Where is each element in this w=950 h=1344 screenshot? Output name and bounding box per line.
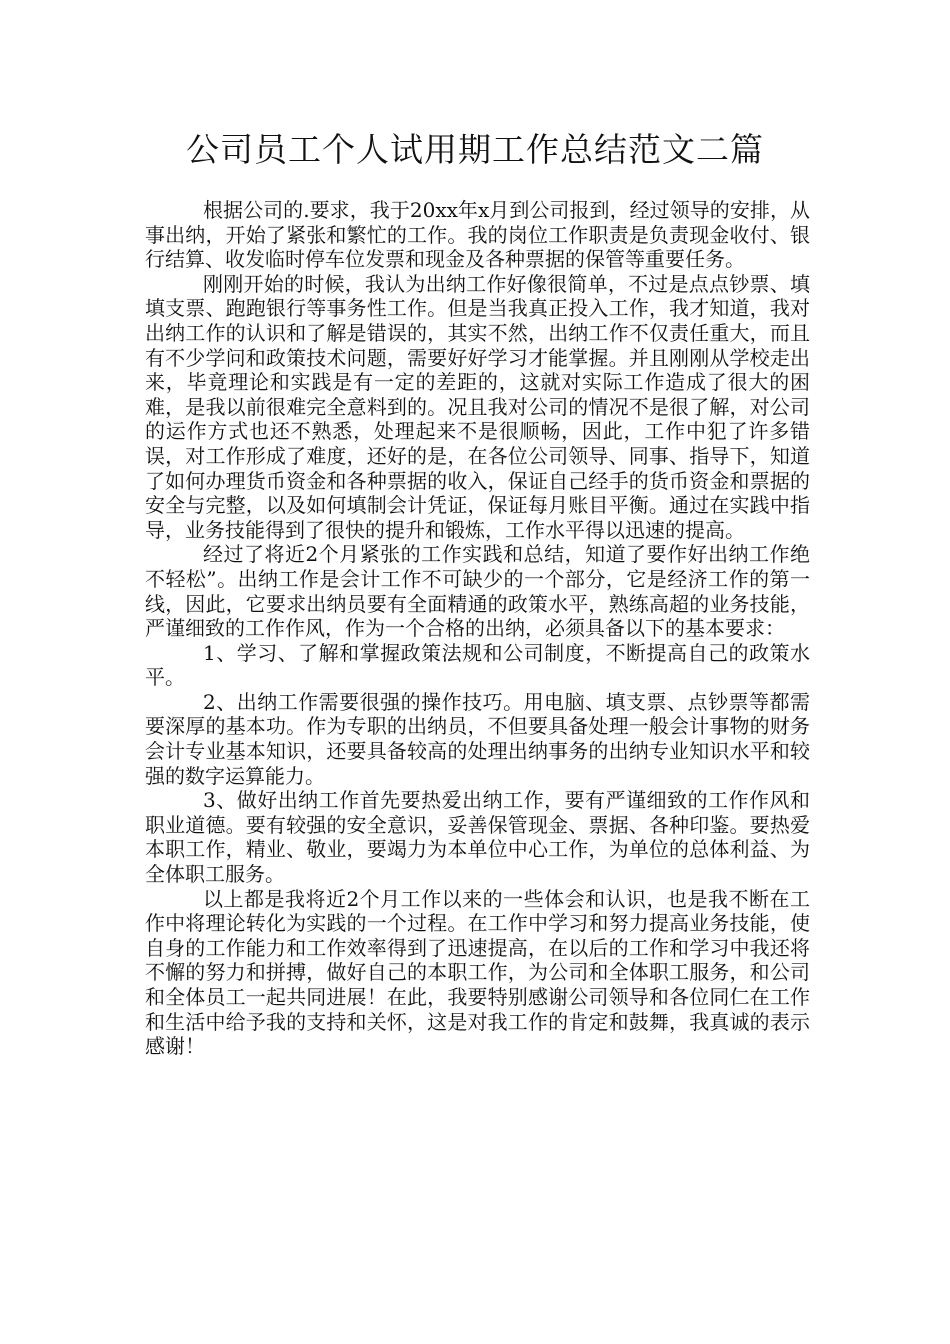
paragraph-experience: 刚刚开始的时候，我认为出纳工作好像很简单，不过是点点钞票、填填支票、跑跑银行等事务性工作。但是当我真正投入工作，我才知道，我对出纳工作的认识和了解是错误的，其实不然，出纳工作不仅责任重大，而且有不少学问和政策技术问题，需要好好学习才能掌握。并且刚刚从学校走出来，毕竟理论和实践是有一定的差距的，这就对实际工作造成了很大的困难，是我以前很难完全意料到的。况且我对公司的情况不是很了解，对公司的运作方式也还不熟悉，处理起来不是很顺畅，因此，工作中犯了许多错误，对工作形成了难度，还好的是，在各位公司领导、同事、指导下，知道了如何办理货币资金和各种票据的收入，保证自己经手的货币资金和票据的安全与完整，以及如何填制会计凭证，保证每月账目平衡。通过在实践中指导，业务技能得到了很快的提升和锻炼，工作水平得以迅速的提高。 xyxy=(145,271,810,542)
paragraph-item-2: 2、出纳工作需要很强的操作技巧。用电脑、填支票、点钞票等都需要深厚的基本功。作为专职的出纳员，不但要具备处理一般会计事物的财务会计专业基本知识，还要具备较高的处理出纳事务的出纳专业知识水平和较强的数字运算能力。 xyxy=(145,689,810,788)
paragraph-item-3: 3、做好出纳工作首先要热爱出纳工作，要有严谨细致的工作作风和职业道德。要有较强的安全意识，妥善保管现金、票据、各种印鉴。要热爱本职工作，精业、敬业，要竭力为本单位中心工作，为单位的总体利益、为全体职工服务。 xyxy=(145,788,810,887)
document-body xyxy=(145,198,810,1059)
document-title: 公司员工个人试用期工作总结范文二篇 xyxy=(186,130,764,169)
paragraph-conclusion: 以上都是我将近2个月工作以来的一些体会和认识，也是我不断在工作中将理论转化为实践的一个过程。在工作中学习和努力提高业务技能，使自身的工作能力和工作效率得到了迅速提高，在以后的工作和学习中我还将不懈的努力和拼搏，做好自己的本职工作，为公司和全体职工服务，和公司和全体员工一起共同进展！在此，我要特别感谢公司领导和各位同仁在工作和生活中给予我的支持和关怀，这是对我工作的肯定和鼓舞，我真诚的表示感谢！ xyxy=(145,886,810,1059)
paragraph-requirements: 经过了将近2个月紧张的工作实践和总结，知道了要作好出纳工作绝不轻松”。出纳工作是会计工作不可缺少的一个部分，它是经济工作的第一线，因此，它要求出纳员要有全面精通的政策水平，熟练高超的业务技能，严谨细致的工作作风，作为一个合格的出纳，必须具备以下的基本要求： xyxy=(145,542,810,641)
paragraph-item-1: 1、学习、了解和掌握政策法规和公司制度，不断提高自己的政策水平。 xyxy=(145,640,810,690)
paragraph-intro: 根据公司的.要求，我于20xx年x月到公司报到，经过领导的安排，从事出纳，开始了紧张和繁忙的工作。我的岗位工作职责是负责现金收付、银行结算、收发临时停车位发票和现金及各种票据的保管等重要任务。 xyxy=(145,198,810,272)
